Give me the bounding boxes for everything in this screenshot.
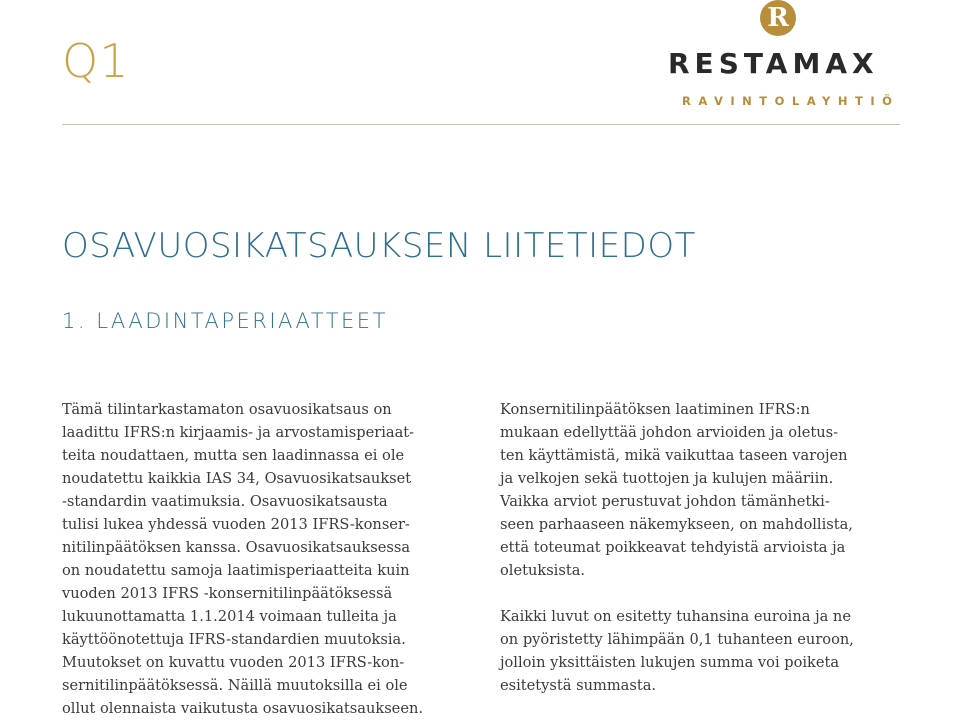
text-line: -standardin vaatimuksia. Osavuosikatsausta: [62, 493, 388, 510]
text-line: vuoden 2013 IFRS -konsernitilinpäätöksessä: [62, 585, 393, 602]
text-line: ollut olennaista vaikutusta osavuosikatsaukseen.: [62, 700, 423, 717]
paragraph-gap: [500, 582, 894, 605]
text-line: tulisi lukea yhdessä vuoden 2013 IFRS-konser-: [62, 516, 410, 533]
text-line: jolloin yksittäisten lukujen summa voi poiketa: [500, 654, 840, 671]
logo-mark-icon: R: [760, 0, 796, 36]
text-line: Kaikki luvut on esitetty tuhansina euroina ja ne: [500, 608, 851, 625]
text-line: noudatettu kaikkia IAS 34, Osavuosikatsaukset: [62, 470, 412, 487]
text-line: Muutokset on kuvattu vuoden 2013 IFRS-kon-: [62, 654, 405, 671]
paragraph-estimates: [500, 398, 894, 582]
text-line: on noudatettu samoja laatimisperiaatteita kuin: [62, 562, 410, 579]
text-line: lukuunottamatta 1.1.2014 voimaan tulleita ja: [62, 608, 397, 625]
text-line: sernitilinpäätöksessä. Näillä muutoksilla ei ole: [62, 677, 408, 694]
text-line: käyttöönotettuja IFRS-standardien muutoksia.: [62, 631, 406, 648]
text-line: ten käyttämistä, mikä vaikuttaa taseen varojen: [500, 447, 848, 464]
header-divider: [62, 124, 900, 125]
text-line: on pyöristetty lähimpään 0,1 tuhanteen euroon,: [500, 631, 854, 648]
right-column: [500, 398, 894, 697]
restamax-logo: [662, 0, 900, 118]
section-title: 1. LAADINTAPERIAATTEET: [62, 309, 388, 333]
text-line: Vaikka arviot perustuvat johdon tämänhetki-: [500, 493, 830, 510]
text-line: Tämä tilintarkastamaton osavuosikatsaus on: [62, 401, 392, 418]
page-title: OSAVUOSIKATSAUKSEN LIITETIEDOT: [62, 226, 696, 266]
text-line: laadittu IFRS:n kirjaamis- ja arvostamisperiaat-: [62, 424, 415, 441]
text-line: mukaan edellyttää johdon arvioiden ja oletus-: [500, 424, 839, 441]
text-line: nitilinpäätöksen kanssa. Osavuosikatsauksessa: [62, 539, 411, 556]
text-line: että toteumat poikkeavat tehdyistä arvioista ja: [500, 539, 846, 556]
text-line: esitetystä summasta.: [500, 677, 657, 694]
text-line: oletuksista.: [500, 562, 586, 579]
logo-name: RESTAMAX: [668, 47, 879, 80]
text-line: Konsernitilinpäätöksen laatiminen IFRS:n: [500, 401, 810, 418]
paragraph-rounding: [500, 605, 894, 697]
left-column: [62, 398, 454, 720]
text-line: ja velkojen sekä tuottojen ja kulujen määriin.: [500, 470, 834, 487]
text-line: seen parhaaseen näkemykseen, on mahdollista,: [500, 516, 853, 533]
quarter-label: Q1: [62, 34, 130, 88]
logo-tagline: RAVINTOLAYHTIÖ: [682, 94, 900, 108]
text-line: teita noudattaen, mutta sen laadinnassa ei ole: [62, 447, 405, 464]
